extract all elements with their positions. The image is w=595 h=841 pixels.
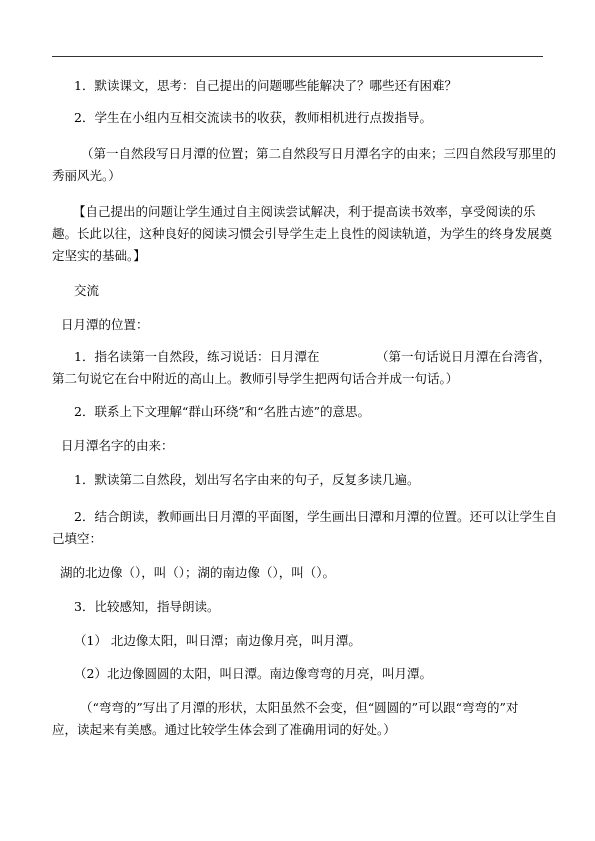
text-line: 第二句说它在台中附近的高山上。教师引导学生把两句话合并成一句话。） [52,371,459,386]
text-line: （2）北边像圆圆的太阳，叫日潭。南边像弯弯的月亮，叫月潭。 [74,666,432,681]
text-line: 应，读起来有美感。通过比较学生体会到了准确用词的好处。） [52,722,396,737]
text-line: （第一自然段写日月潭的位置；第二自然段写日月潭名字的由来；三四自然段写那里的 [81,146,557,161]
text-line: 1．默读第二自然段，划出写名字由来的句子，反复多读几遍。 [74,472,420,487]
text-line: 3．比较感知，指导朗读。 [74,599,220,614]
text-line: 交流 [74,283,100,298]
text-line: 2．联系上下文理解“群山环绕”和“名胜古迹”的意思。 [74,404,371,419]
text-line: （“弯弯的”写出了月潭的形状，太阳虽然不会变，但“圆圆的”可以跟“弯弯的”对 [80,700,519,715]
text-line: 1．默读课文，思考：自己提出的问题哪些能解决了？哪些还有困难？ [74,78,457,93]
text-line: （1） 北边像太阳，叫日潭；南边像月亮，叫月潭。 [74,633,361,648]
text-line: 趣。长此以往，这种良好的阅读习惯会引导学生走上良性的阅读轨道，为学生的终身发展奠 [52,226,553,241]
header-rule [52,56,543,57]
text-line: 2．学生在小组内互相交流读书的收获，教师相机进行点拨指导。 [74,110,432,125]
text-line: 定坚实的基础。】 [52,248,146,263]
text-line: 日月潭的位置： [61,317,149,332]
text-line: 秀丽风光。） [52,168,121,183]
text-line: 2．结合朗读，教师画出日月潭的平面图，学生画出日潭和月潭的位置。还可以让学生自 [74,509,557,524]
text-line: 1．指名读第一自然段，练习说话：日月潭在 [74,349,320,364]
text-line: （第一句话说日月潭在台湾省， [376,349,552,364]
text-line: 己填空： [52,531,103,546]
text-line: 日月潭名字的由来： [61,438,174,453]
text-line: 湖的北边像（），叫（）；湖的南边像（），叫（）。 [60,565,336,580]
text-line: 【自己提出的问题让学生通过自主阅读尝试解决，利于提高读书效率，享受阅读的乐 [73,204,536,219]
